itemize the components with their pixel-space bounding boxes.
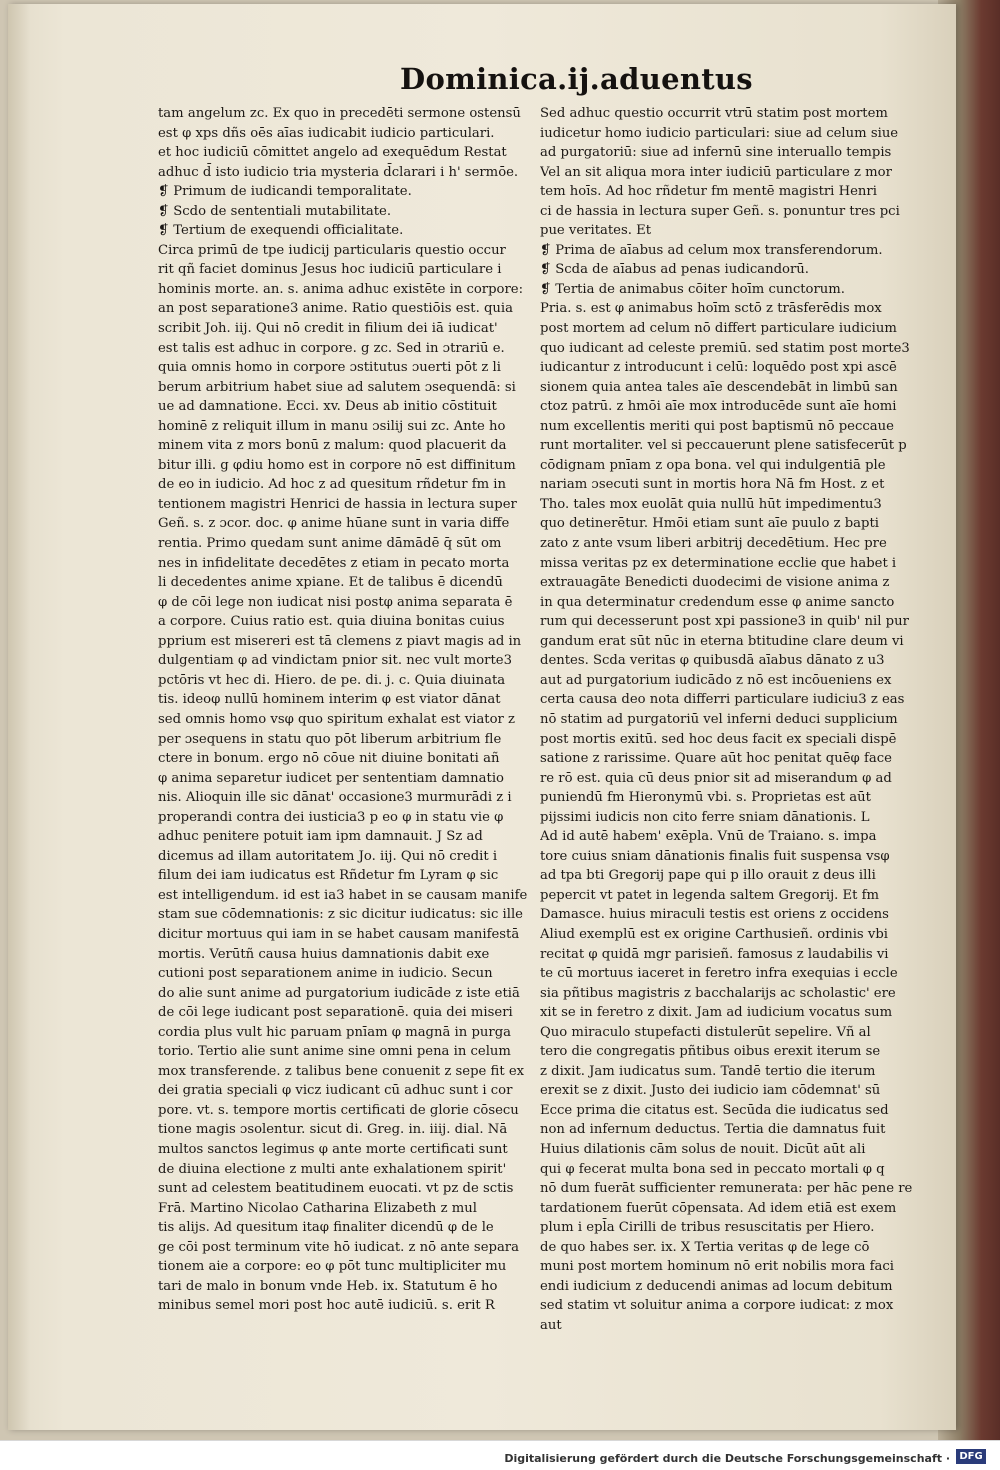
text-line: pepercit vt patet in legenda saltem Gregorij. Et fm <box>540 887 880 903</box>
text-line: tero die congregatis pñtibus oibus erexit iterum se <box>540 1044 881 1060</box>
text-line: num excellentis meriti qui post baptismū nō peccaue <box>540 418 894 434</box>
text-line: tore cuius sniam dānationis finalis fuit suspensa vsφ <box>540 848 890 864</box>
text-line: ❡ Scda de aīabus ad penas iudicandorū. <box>540 262 809 278</box>
text-line: re rō est. quia cū deus pnior sit ad miserandum φ ad <box>540 770 892 786</box>
text-line: Geñ. s. z ɔcor. doc. φ anime hūane sunt in varia diffe <box>158 516 510 532</box>
text-line: runt mortaliter. vel si peccauerunt plene satisfecerūt p <box>540 438 907 454</box>
text-line: ad purgatoriū: siue ad infernū sine interuallo tempis <box>540 145 892 161</box>
text-line: endi iudicium z deducendi animas ad locum debitum <box>540 1278 893 1294</box>
text-line: plum i epl̄a Cirilli de tribus resuscitatis per Hiero. <box>540 1220 875 1236</box>
text-line: Ecce prima die citatus est. Secūda die iudicatus sed <box>540 1102 889 1118</box>
text-line: Ad id autē habem' exēpla. Vnū de Traiano. s. impa <box>540 829 877 845</box>
text-line: tam angelum zc. Ex quo in precedēti sermone ostensū <box>158 106 521 121</box>
text-line: pijssimi iudicis non cito ferre sniam dānationis. L <box>540 809 870 825</box>
text-line: bitur illi. g φdiu homo est in corpore nō est diffinitum <box>158 457 516 473</box>
text-line: dicemus ad illam autoritatem Jo. iij. Qui nō credit i <box>158 848 498 864</box>
left-text-column <box>158 104 530 1316</box>
text-line: φ anima separetur iudicet per sententiam damnatio <box>158 770 504 786</box>
text-line: cutioni post separationem anime in iudicio. Secun <box>158 966 493 982</box>
text-line: satione z rarissime. Quare aūt hoc penitat quēφ face <box>540 751 892 767</box>
text-line: ge cōi post terminum vite hō iudicat. z nō ante separa <box>158 1239 519 1255</box>
text-line: Huius dilationis cām solus de nouit. Dicūt aūt ali <box>540 1141 866 1157</box>
text-line: sunt ad celestem beatitudinem euocati. vt pz de sctis <box>158 1181 514 1197</box>
text-line: recitat φ quidā mgr parisieñ. famosus z laudabilis vi <box>540 946 889 962</box>
text-line: rum qui decesserunt post xpi passione3 in quib' nil pur <box>540 614 909 630</box>
text-line: cordia plus vult hic paruam pnīam φ magnā in purga <box>158 1024 511 1040</box>
text-line: z dixit. Jam iudicatus sum. Tandē tertio die iterum <box>540 1063 876 1079</box>
text-line: est intelligendum. id est ia3 habet in se causam manife <box>158 887 528 903</box>
text-line: torio. Tertio alie sunt anime sine omni pena in celum <box>158 1044 511 1060</box>
text-line: rentia. Primo quedam sunt anime dāmādē q̄ sūt om <box>158 536 502 552</box>
text-line: Tho. tales mox euolāt quia nullū hūt impedimentu3 <box>540 496 882 512</box>
text-line: ❡ Tertia de animabus cōiter hoīm cunctorum. <box>540 281 845 297</box>
text-line: certa causa deo nota differri particulare iudiciu3 z eas <box>540 692 905 708</box>
text-line: aut ad purgatorium iudicādo z nō est incōueniens ex <box>540 672 892 688</box>
text-line: adhuc d̄ isto iudicio tria mysteria d̄clarari i h' sermōe. <box>158 164 519 180</box>
text-line: ctoz patrū. z hmōi aīe mox introducēde sunt aīe homi <box>540 399 897 415</box>
text-line: in qua determinatur credendum esse φ anime sancto <box>540 594 895 610</box>
text-line: ad tpa bti Gregorij pape qui p illo orauit z deus illi <box>540 868 876 884</box>
text-line: tentionem magistri Henrici de hassia in lectura super <box>158 496 517 512</box>
text-line: minem vita z mors bonū z malum: quod placuerit da <box>158 438 507 454</box>
text-line: Vel an sit aliqua mora inter iudiciū particulare z mor <box>540 164 892 180</box>
text-line: multos sanctos legimus φ ante morte certificati sunt <box>158 1141 508 1157</box>
text-line: ❡ Scdo de sententiali mutabilitate. <box>158 203 392 219</box>
text-line: de cōi lege iudicant post separationē. quia dei miseri <box>158 1005 513 1021</box>
text-line: quo detinerētur. Hmōi etiam sunt aīe puulo z bapti <box>540 516 880 532</box>
text-line: Quo miraculo stupefacti distulerūt sepelire. Vñ al <box>540 1024 871 1040</box>
text-line: do alie sunt anime ad purgatorium iudicāde z iste etiā <box>158 985 520 1001</box>
text-line: mortis. Verūtñ causa huius damnationis dabit exe <box>158 946 490 962</box>
text-line: filum dei iam iudicatus est Rñdetur fm Lyram φ sic <box>158 868 499 884</box>
text-line: sia pñtibus magistris z bacchalarijs ac scholastic' ere <box>540 985 896 1001</box>
text-line: hominē z reliquit illum in manu ɔsilij sui zc. Ante ho <box>158 418 506 434</box>
text-line: an post separatione3 anime. Ratio questiōis est. quia <box>158 301 513 317</box>
text-line: berum arbitrium habet siue ad salutem ɔsequendā: si <box>158 379 516 395</box>
text-line: tem hoīs. Ad hoc rñdetur fm mentē magistri Henri <box>540 184 877 200</box>
text-line: te cū mortuus iaceret in feretro infra exequias i eccle <box>540 966 898 982</box>
text-line: est φ xps dñs oēs aīas iudicabit iudicio particulari. <box>158 125 495 141</box>
text-line: tardationem fuerūt cōpensata. Ad idem etiā est exem <box>540 1200 897 1216</box>
text-line: a corpore. Cuius ratio est. quia diuina bonitas cuius <box>158 614 505 630</box>
text-line: iudicetur homo iudicio particulari: siue ad celum siue <box>540 125 899 141</box>
text-line: scribit Joh. iij. Qui nō credit in filium dei iā iudicat' <box>158 321 498 337</box>
text-line: missa veritas pz ex determinatione ecclie que habet i <box>540 555 897 571</box>
text-line: nis. Alioquin ille sic dānat' occasione3 murmurādi z i <box>158 790 512 806</box>
text-line: cōdignam pnīam z opa bona. vel qui indulgentiā ple <box>540 457 886 473</box>
text-line: nariam ɔsecuti sunt in mortis hora Nā fm Host. z et <box>540 477 885 493</box>
text-line: nes in infidelitate decedētes z etiam in pecato morta <box>158 555 510 571</box>
text-line: dulgentiam φ ad vindictam pnior sit. nec vult morte3 <box>158 653 512 669</box>
text-line: pctōris vt hec di. Hiero. de pe. di. j. c. Quia diuinata <box>158 672 506 688</box>
text-line: nō dum fuerāt sufficienter remunerata: per hāc pene re <box>540 1181 913 1197</box>
text-line: muni post mortem hominum nō erit nobilis mora faci <box>540 1259 895 1275</box>
text-line: pore. vt. s. tempore mortis certificati de glorie cōsecu <box>158 1102 519 1118</box>
text-line: xit se in feretro z dixit. Jam ad iudicium vocatus sum <box>540 1005 893 1021</box>
text-line: properandi contra dei iusticia3 p eo φ in statu vie φ <box>158 809 504 825</box>
text-line: ci de hassia in lectura super Geñ. s. ponuntur tres pci <box>540 203 900 219</box>
text-line: tis alijs. Ad quesitum itaφ finaliter dicendū φ de le <box>158 1220 494 1236</box>
text-line: erexit se z dixit. Justo dei iudicio iam cōdemnat' sū <box>540 1083 881 1099</box>
text-line: ❡ Prima de aīabus ad celum mox transferendorum. <box>540 242 883 258</box>
text-line: tione magis ɔsolentur. sicut di. Greg. in. iiij. dial. Nā <box>158 1122 508 1138</box>
text-line: de diuina electione z multi ante exhalationem spirit' <box>158 1161 507 1177</box>
text-line: Sed adhuc questio occurrit vtrū statim post mortem <box>540 106 888 121</box>
text-line: gandum erat sūt nūc in eterna btitudine clare deum vi <box>540 633 904 649</box>
page-gutter-shadow <box>8 4 30 1430</box>
text-line: per ɔsequens in statu quo pōt liberum arbitrium fle <box>158 731 502 747</box>
text-line: tionem aie a corpore: eo φ pōt tunc multipliciter mu <box>158 1259 507 1275</box>
text-line: zato z ante vsum liberi arbitrij decedētium. Hec pre <box>540 536 887 552</box>
text-line: mox transferende. z talibus bene conuenit z sepe fit ex <box>158 1063 525 1079</box>
text-line: est talis est adhuc in corpore. g zc. Sed in ɔtrariū e. <box>158 340 505 356</box>
text-line: de quo habes ser. ix. X Tertia veritas φ de lege cō <box>540 1239 870 1255</box>
text-line: tis. ideoφ nullū hominem interim φ est viator dānat <box>158 692 501 708</box>
text-line: et hoc iudiciū cōmittet angelo ad exequēdum Restat <box>158 145 507 161</box>
text-line: Frā. Martino Nicolao Catharina Elizabeth z mul <box>158 1200 477 1216</box>
text-line: ❡ Primum de iudicandi temporalitate. <box>158 184 412 200</box>
text-line: sed statim vt soluitur anima a corpore iudicat: z mox <box>540 1298 894 1314</box>
text-line: minibus semel mori post hoc autē iudiciū. s. erit R <box>158 1298 495 1314</box>
text-line: aut <box>540 1317 562 1333</box>
text-line: li decedentes anime xpiane. Et de talibus ē dicendū <box>158 575 503 591</box>
text-line: extrauagāte Benedicti duodecimi de visione anima z <box>540 575 890 591</box>
footer-credit: Digitalisierung gefördert durch die Deutsche Forschungsgemeinschaft · <box>504 1452 950 1465</box>
text-line: rit qñ faciet dominus Jesus hoc iudiciū particulare i <box>158 262 502 278</box>
text-line: ue ad damnatione. Ecci. xv. Deus ab initio cōstituit <box>158 399 497 415</box>
text-line: adhuc penitere potuit iam ipm damnauit. J Sz ad <box>158 829 483 845</box>
text-line: quo iudicant ad celeste premiū. sed statim post morte3 <box>540 340 910 356</box>
text-line: qui φ fecerat multa bona sed in peccato mortali φ q <box>540 1161 885 1177</box>
text-line: post mortem ad celum nō differt particulare iudicium <box>540 321 897 337</box>
text-line: sed omnis homo vsφ quo spiritum exhalat est viator z <box>158 711 515 727</box>
text-line: tari de malo in bonum vnde Heb. ix. Statutum ē ho <box>158 1278 498 1294</box>
text-line: nō statim ad purgatoriū vel inferni deduci supplicium <box>540 711 898 727</box>
text-line: non ad infernum deductus. Tertia die damnatus fuit <box>540 1122 886 1138</box>
text-line: stam sue cōdemnationis: z sic dicitur iudicatus: sic ille <box>158 907 523 923</box>
text-line: dicitur mortuus qui iam in se habet causam manifestā <box>158 926 520 942</box>
running-title: Dominica.ij.aduentus <box>400 62 753 96</box>
text-line: pprium est misereri est tā clemens z piavt magis ad in <box>158 633 522 649</box>
text-line: ❡ Tertium de exequendi officialitate. <box>158 223 404 239</box>
text-line: hominis morte. an. s. anima adhuc existēte in corpore: <box>158 281 524 297</box>
text-line: Aliud exemplū est ex origine Carthusieñ. ordinis vbi <box>540 926 888 942</box>
text-line: φ de cōi lege non iudicat nisi postφ anima separata ē <box>158 594 513 610</box>
text-line: ctere in bonum. ergo nō cōue nit diuine bonitati añ <box>158 751 500 767</box>
text-line: puniendū fm Hieronymū vbi. s. Proprietas est aūt <box>540 790 871 806</box>
right-text-column <box>540 104 920 1335</box>
text-line: Circa primū de tpe iudicij particularis questio occur <box>158 242 506 258</box>
dfg-logo: DFG <box>956 1449 986 1464</box>
text-line: Pria. s. est φ animabus hoīm sctō z trāsferēdis mox <box>540 301 882 317</box>
text-line: Damasce. huius miraculi testis est oriens z occidens <box>540 907 889 923</box>
text-line: iudicantur z introducunt i celū: loquēdo post xpi ascē <box>540 360 897 376</box>
text-line: quia omnis homo in corpore ɔstitutus ɔuerti pōt z li <box>158 360 501 376</box>
text-line: de eo in iudicio. Ad hoc z ad quesitum rñdetur fm in <box>158 477 506 493</box>
text-line: post mortis exitū. sed hoc deus facit ex speciali dispē <box>540 731 897 747</box>
text-line: dei gratia speciali φ vicz iudicant cū adhuc sunt i cor <box>158 1083 513 1099</box>
text-line: pue veritates. Et <box>540 223 652 239</box>
text-line: dentes. Scda veritas φ quibusdā aīabus dānato z u3 <box>540 653 885 669</box>
text-line: sionem quia antea tales aīe descendebāt in limbū san <box>540 379 898 395</box>
